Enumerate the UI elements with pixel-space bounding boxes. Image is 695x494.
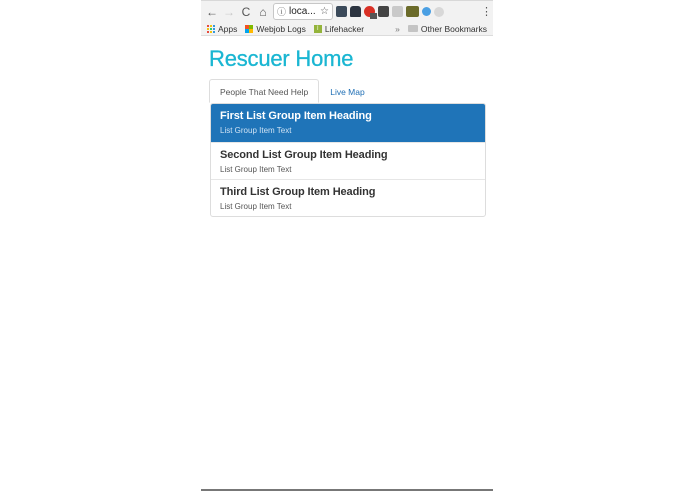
bookmark-lifehacker[interactable] xyxy=(314,24,364,34)
apps-grid-icon xyxy=(207,25,215,33)
extension-2-icon[interactable] xyxy=(350,6,361,17)
other-bookmarks-folder[interactable] xyxy=(408,24,487,34)
list-item[interactable] xyxy=(211,142,485,179)
bookmark-label: Webjob Logs xyxy=(256,23,306,34)
list-item-heading: Third List Group Item Heading xyxy=(220,186,376,198)
extension-3-icon[interactable] xyxy=(364,6,375,17)
reload-button[interactable]: C xyxy=(241,4,251,19)
browser-menu-icon[interactable]: ⋮ xyxy=(481,6,492,18)
list-item-text: List Group Item Text xyxy=(220,165,292,174)
extension-1-icon[interactable] xyxy=(336,6,347,17)
bookmark-label: Other Bookmarks xyxy=(420,23,487,34)
address-bar[interactable] xyxy=(273,3,333,20)
help-request-list xyxy=(210,103,486,217)
more-bookmarks-chevron-icon[interactable]: » xyxy=(395,23,400,34)
tab-people-that-need-help[interactable]: People That Need Help xyxy=(209,79,319,103)
bookmark-label: Apps xyxy=(218,23,238,34)
extension-7-icon[interactable] xyxy=(422,7,431,16)
bookmark-webjob-logs[interactable] xyxy=(245,24,305,34)
home-button[interactable]: ⌂ xyxy=(259,4,267,19)
extension-8-icon[interactable] xyxy=(434,7,444,17)
bookmark-star-icon[interactable]: ☆ xyxy=(320,6,329,17)
bookmark-label: Lifehacker xyxy=(324,23,365,34)
extension-5-icon[interactable] xyxy=(392,6,403,17)
list-item-heading: Second List Group Item Heading xyxy=(220,149,388,161)
microsoft-logo-icon xyxy=(245,25,253,33)
extension-timer-icon[interactable] xyxy=(406,6,419,17)
lifehacker-logo-icon: l xyxy=(314,25,322,33)
list-item-text: List Group Item Text xyxy=(220,202,292,211)
tab-bar xyxy=(209,79,485,103)
folder-icon xyxy=(408,25,418,32)
bookmarks-bar xyxy=(201,22,493,36)
bookmark-apps[interactable] xyxy=(207,24,237,34)
browser-toolbar xyxy=(201,0,493,22)
page-content xyxy=(201,46,493,217)
list-item[interactable] xyxy=(211,179,485,216)
forward-button[interactable]: → xyxy=(223,4,235,19)
url-text[interactable]: loca... xyxy=(289,6,316,17)
list-item[interactable] xyxy=(211,104,485,142)
page-title: Rescuer Home xyxy=(209,46,354,71)
info-icon[interactable]: ⓘ xyxy=(277,7,287,17)
back-button[interactable]: ← xyxy=(206,4,218,19)
tab-live-map[interactable]: Live Map xyxy=(330,87,365,97)
extension-4-icon[interactable] xyxy=(378,6,389,17)
list-item-text: List Group Item Text xyxy=(220,126,292,135)
list-item-heading: First List Group Item Heading xyxy=(220,110,372,122)
browser-window xyxy=(201,0,493,491)
